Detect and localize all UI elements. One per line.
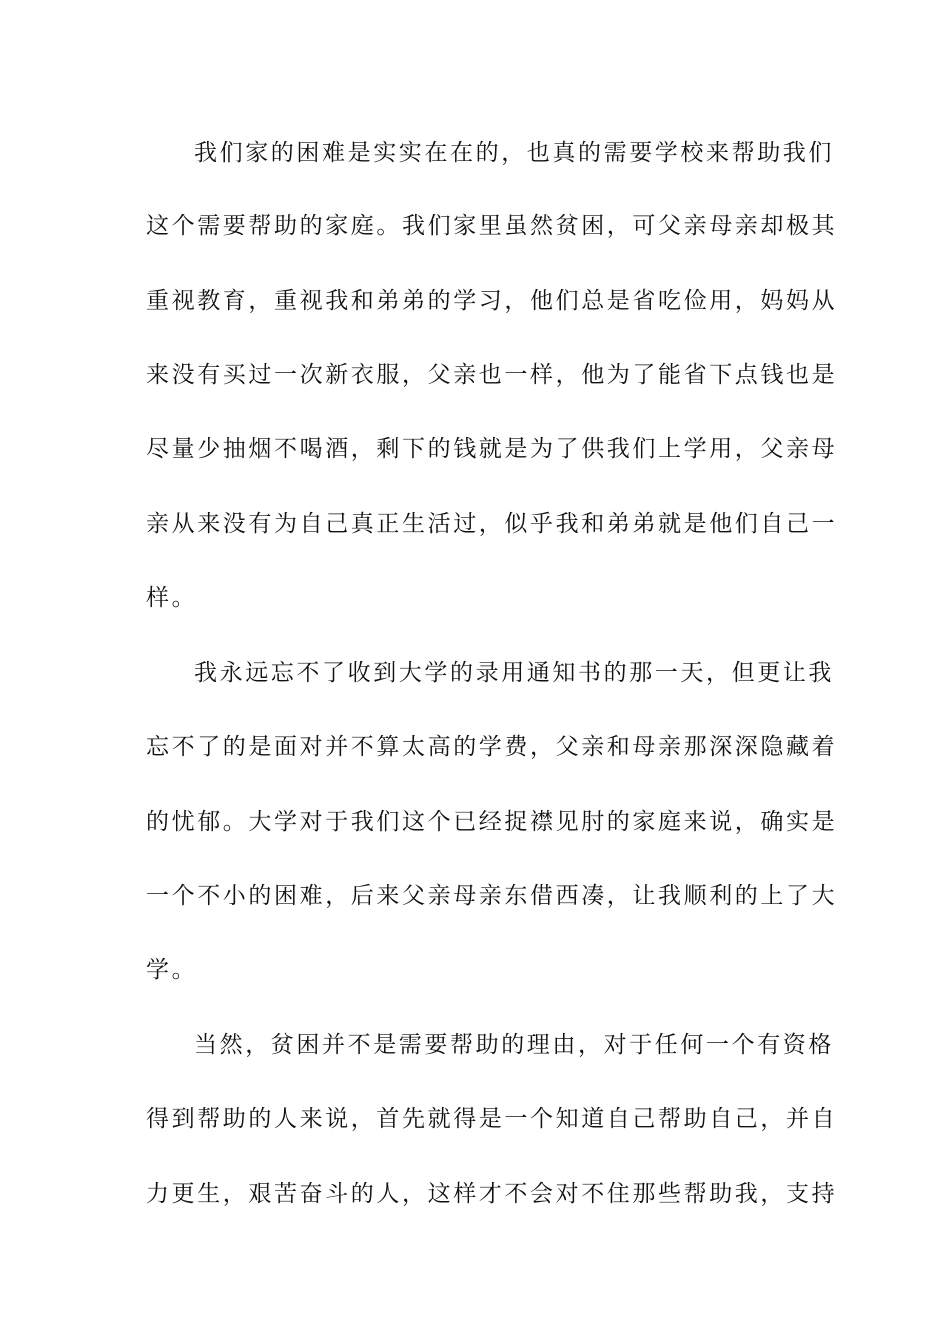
paragraph-1-line-4: 来没有买过一次新衣服，父亲也一样，他为了能省下点钱也是	[146, 362, 838, 388]
paragraph-2-line-2: 忘不了的是面对并不算太高的学费，父亲和母亲那深深隐藏着	[146, 734, 838, 760]
paragraph-1-line-1: 我们家的困难是实实在在的，也真的需要学校来帮助我们	[194, 140, 834, 166]
paragraph-2-line-5: 学。	[146, 957, 198, 983]
paragraph-2-line-3: 的忧郁。大学对于我们这个已经捉襟见肘的家庭来说，确实是	[146, 809, 838, 835]
paragraph-3-line-2: 得到帮助的人来说，首先就得是一个知道自己帮助自己，并自	[146, 1106, 838, 1132]
paragraph-1-line-6: 亲从来没有为自己真正生活过，似乎我和弟弟就是他们自己一	[146, 511, 838, 537]
paragraph-1-line-3: 重视教育，重视我和弟弟的学习，他们总是省吃俭用，妈妈从	[146, 288, 838, 314]
paragraph-1-line-5: 尽量少抽烟不喝酒，剩下的钱就是为了供我们上学用，父亲母	[146, 436, 838, 462]
paragraph-1-line-7: 样。	[146, 585, 198, 611]
paragraph-2-line-1: 我永远忘不了收到大学的录用通知书的那一天，但更让我	[194, 660, 834, 686]
paragraph-2-line-4: 一个不小的困难，后来父亲母亲东借西凑，让我顺利的上了大	[146, 883, 838, 909]
paragraph-1-line-2: 这个需要帮助的家庭。我们家里虽然贫困，可父亲母亲却极其	[146, 213, 838, 239]
paragraph-3-line-1: 当然，贫困并不是需要帮助的理由，对于任何一个有资格	[194, 1032, 834, 1058]
paragraph-3-line-3: 力更生，艰苦奋斗的人，这样才不会对不住那些帮助我，支持	[146, 1181, 838, 1207]
